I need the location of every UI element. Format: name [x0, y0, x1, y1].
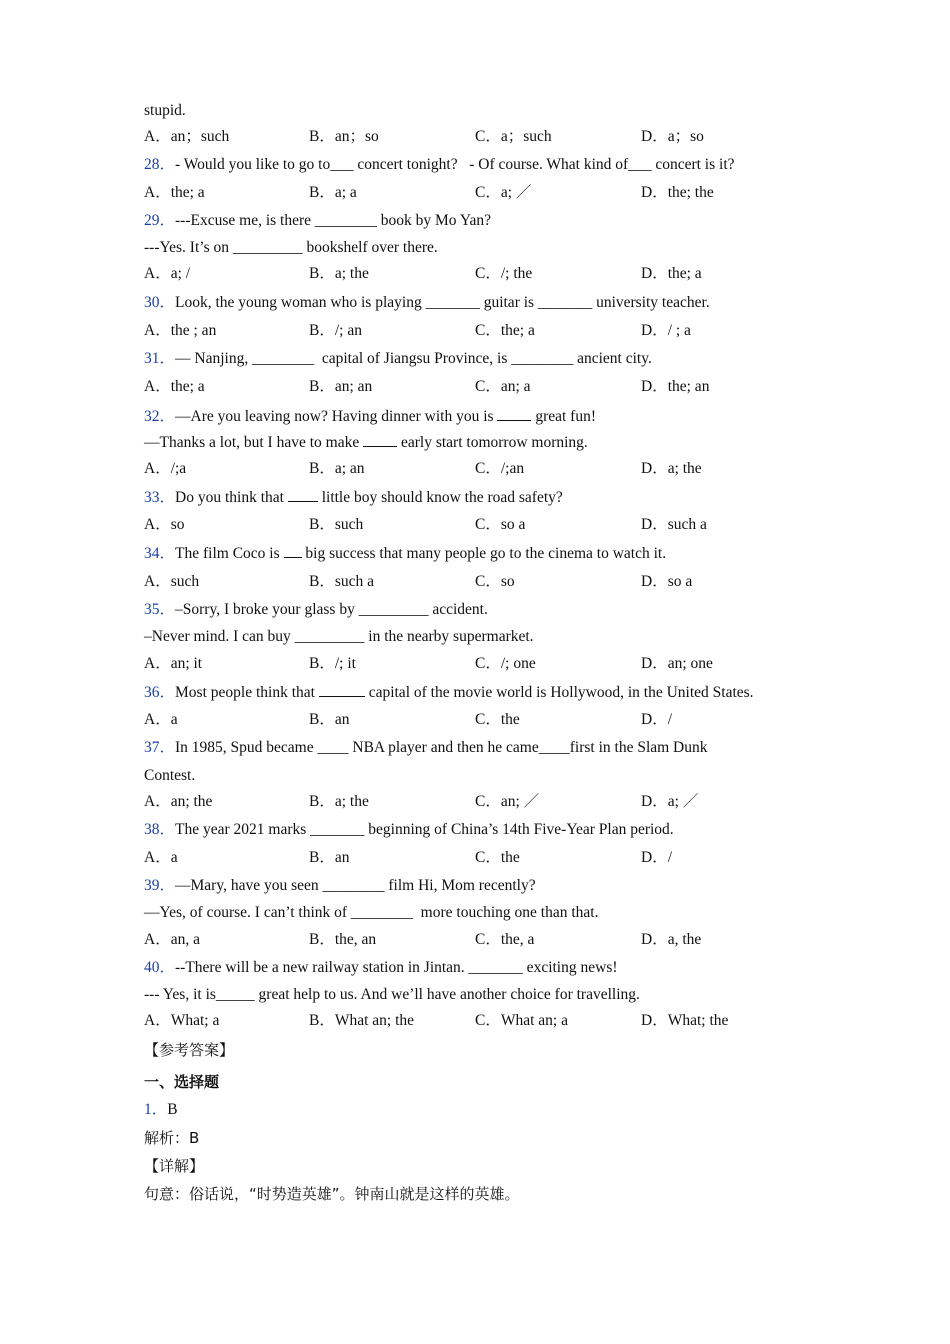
- question-35: [144, 600, 488, 620]
- option-c: C．an; ／: [475, 793, 540, 810]
- question-number: 30．: [144, 294, 176, 311]
- question-text-pre: Do you think that: [175, 489, 288, 506]
- options-row: [144, 654, 824, 674]
- option-d: D．/: [641, 711, 673, 728]
- question-text-line2: ---Yes. It’s on _________ bookshelf over there.: [144, 239, 438, 256]
- option-c: C．an; a: [475, 378, 531, 395]
- question-32: [144, 406, 596, 427]
- question-text: –Sorry, I broke your glass by _________ accident.: [175, 601, 488, 618]
- option-a: A．a; /: [144, 265, 191, 282]
- question-text-post: early start tomorrow morning.: [397, 434, 588, 451]
- option-b: B．an: [309, 711, 350, 728]
- option-a: A．the; a: [144, 184, 205, 201]
- answer-value: B: [167, 1101, 178, 1118]
- options-row: [144, 127, 824, 147]
- question-text: In 1985, Spud became ____ NBA player and then he came____first in the Slam Dunk: [175, 739, 708, 756]
- option-a: A．the ; an: [144, 322, 217, 339]
- options-row: [144, 930, 824, 950]
- question-30: [144, 293, 710, 313]
- option-b: B．a; a: [309, 184, 357, 201]
- options-row: [144, 848, 824, 868]
- question-number: 36．: [144, 684, 176, 701]
- question-text-line2: –Never mind. I can buy _________ in the nearby supermarket.: [144, 628, 534, 645]
- option-c: C．a; ／: [475, 184, 532, 201]
- option-c: C．/;an: [475, 460, 525, 477]
- option-d: D．a；so: [641, 128, 704, 145]
- option-d: D．the; an: [641, 378, 710, 395]
- question-text-post: big success that many people go to the cinema to watch it.: [301, 545, 667, 562]
- question-text-post: great fun!: [531, 408, 597, 425]
- option-a: A．a: [144, 849, 178, 866]
- option-a: A．a: [144, 711, 178, 728]
- question-31: [144, 349, 652, 369]
- option-d: D．What; the: [641, 1012, 729, 1029]
- option-c: C．the; a: [475, 322, 535, 339]
- section-heading: 一、选择题: [144, 1073, 220, 1091]
- question-36: [144, 682, 754, 703]
- options-row: [144, 321, 824, 341]
- question-text-line2: --- Yes, it is_____ great help to us. And we’ll have another choice for travelling.: [144, 986, 640, 1003]
- option-b: B．an；so: [309, 128, 379, 145]
- question-text-post: capital of the movie world is Hollywood, in the United States.: [364, 684, 754, 701]
- option-c: C．the: [475, 711, 520, 728]
- question-text-pre: —Are you leaving now? Having dinner with you is: [175, 408, 498, 425]
- question-33: [144, 487, 563, 508]
- option-a: A．so: [144, 516, 185, 533]
- option-d: D．such a: [641, 516, 707, 533]
- question-number: 38．: [144, 821, 176, 838]
- answer-blank: [363, 432, 397, 447]
- question-number: 32．: [144, 408, 176, 425]
- question-number: 40．: [144, 959, 176, 976]
- question-34: [144, 543, 666, 564]
- options-row: [144, 1011, 824, 1031]
- question-number: 28．: [144, 156, 176, 173]
- question-text: ---Excuse me, is there ________ book by Mo Yan?: [175, 212, 491, 229]
- options-row: [144, 710, 824, 730]
- continued-text: stupid.: [144, 102, 186, 119]
- question-number: 31．: [144, 350, 176, 367]
- question-29: [144, 211, 491, 231]
- answer-key-header: 【参考答案】: [144, 1041, 235, 1059]
- option-b: B．an: [309, 849, 350, 866]
- question-number: 35．: [144, 601, 176, 618]
- question-39: [144, 876, 536, 896]
- question-text-pre: The film Coco is: [175, 545, 284, 562]
- option-c: C．/; the: [475, 265, 533, 282]
- options-row: [144, 264, 824, 284]
- question-text-line2: Contest.: [144, 767, 196, 784]
- question-28: [144, 155, 735, 175]
- option-b: B．a; the: [309, 793, 369, 810]
- option-b: B．an; an: [309, 378, 373, 395]
- question-text-line2: [144, 432, 588, 453]
- option-c: C．so a: [475, 516, 526, 533]
- question-text: Look, the young woman who is playing _______ guitar is _______ university teacher.: [175, 294, 710, 311]
- question-text: --There will be a new railway station in Jintan. _______ exciting news!: [175, 959, 618, 976]
- question-number: 33．: [144, 489, 176, 506]
- question-text: The year 2021 marks _______ beginning of China’s 14th Five-Year Plan period.: [175, 821, 674, 838]
- option-c: C．a；such: [475, 128, 552, 145]
- option-d: D．a, the: [641, 931, 702, 948]
- answer-blank: [284, 543, 302, 558]
- options-row: [144, 459, 824, 479]
- question-text: — Nanjing, ________ capital of Jiangsu Province, is ________ ancient city.: [175, 350, 652, 367]
- option-a: A．an, a: [144, 931, 200, 948]
- option-d: D．the; the: [641, 184, 714, 201]
- option-b: B．a; an: [309, 460, 365, 477]
- question-38: [144, 820, 674, 840]
- option-b: B．a; the: [309, 265, 369, 282]
- option-c: C．the, a: [475, 931, 535, 948]
- answer-blank: [288, 487, 318, 502]
- question-text-pre: Most people think that: [175, 684, 319, 701]
- option-a: A．an; it: [144, 655, 203, 672]
- option-d: D．the; a: [641, 265, 702, 282]
- question-text: - Would you like to go to___ concert tonight? - Of course. What kind of___ concert is it?: [175, 156, 735, 173]
- option-a: A．the; a: [144, 378, 205, 395]
- question-number: 37．: [144, 739, 176, 756]
- answer-blank: [319, 682, 365, 697]
- option-d: D．an; one: [641, 655, 713, 672]
- question-37: [144, 738, 708, 758]
- analysis-line: 解析：B: [144, 1129, 200, 1147]
- options-row: [144, 515, 824, 535]
- question-number: 29．: [144, 212, 176, 229]
- answer-blank: [497, 406, 531, 421]
- question-text-post: little boy should know the road safety?: [317, 489, 563, 506]
- option-a: A．such: [144, 573, 200, 590]
- option-a: A．What; a: [144, 1012, 220, 1029]
- option-d: D．so a: [641, 573, 693, 590]
- option-c: C．the: [475, 849, 520, 866]
- option-d: D．/ ; a: [641, 322, 691, 339]
- option-b: B．/; it: [309, 655, 356, 672]
- option-b: B．What an; the: [309, 1012, 415, 1029]
- option-b: B．such: [309, 516, 364, 533]
- option-a: A．/;a: [144, 460, 187, 477]
- option-c: C．What an; a: [475, 1012, 568, 1029]
- answer-number: 1．: [144, 1101, 168, 1118]
- question-number: 39．: [144, 877, 176, 894]
- options-row: [144, 572, 824, 592]
- options-row: [144, 377, 824, 397]
- option-c: C．so: [475, 573, 515, 590]
- option-a: A．an；such: [144, 128, 230, 145]
- option-a: A．an; the: [144, 793, 213, 810]
- option-d: D．a; the: [641, 460, 702, 477]
- option-d: D．/: [641, 849, 673, 866]
- option-b: B．/; an: [309, 322, 362, 339]
- option-d: D．a; ／: [641, 793, 699, 810]
- question-text: —Mary, have you seen ________ film Hi, Mom recently?: [175, 877, 536, 894]
- option-c: C．/; one: [475, 655, 536, 672]
- question-text-pre: —Thanks a lot, but I have to make: [144, 434, 364, 451]
- option-b: B．such a: [309, 573, 375, 590]
- question-40: [144, 958, 618, 978]
- detail-text: 句意：俗话说，“时势造英雄”。钟南山就是这样的英雄。: [144, 1185, 520, 1203]
- question-number: 34．: [144, 545, 176, 562]
- options-row: [144, 183, 824, 203]
- option-b: B．the, an: [309, 931, 377, 948]
- question-text-line2: —Yes, of course. I can’t think of ________ more touching one than that.: [144, 904, 599, 921]
- options-row: [144, 792, 824, 812]
- detail-header: 【详解】: [144, 1157, 205, 1175]
- answer-item: [144, 1100, 178, 1120]
